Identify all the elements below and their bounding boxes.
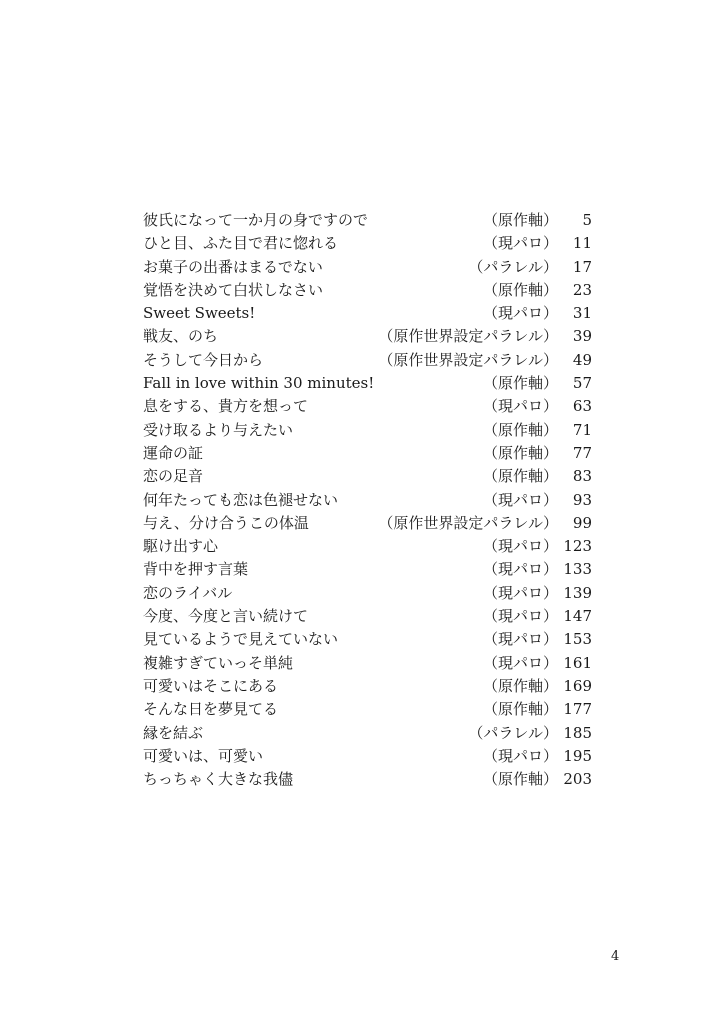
toc-entry-title: 縁を結ぶ	[143, 723, 204, 742]
toc-entry-page: 139	[563, 583, 592, 602]
toc-entry-category: （原作軸）	[482, 374, 558, 393]
toc-entry-page: 77	[572, 443, 592, 462]
toc-entry-page: 133	[563, 560, 592, 579]
toc-entry-category: （原作軸）	[482, 700, 558, 719]
toc-entry-category: （現パロ）	[482, 537, 558, 556]
toc-entry-page: 23	[572, 280, 592, 299]
toc-entry-title: Sweet Sweets!	[143, 304, 256, 323]
toc-entry	[143, 302, 592, 325]
toc-entry	[143, 395, 592, 418]
toc-entry	[143, 652, 592, 675]
toc-entry-page: 153	[563, 630, 592, 649]
toc-entry-page: 49	[572, 350, 592, 369]
toc-entry-title: 戦友、のち	[143, 327, 219, 346]
toc-entry-category: （原作世界設定パラレル）	[378, 513, 558, 532]
toc-entry	[143, 256, 592, 279]
toc-entry-title: 今度、今度と言い続けて	[143, 607, 309, 626]
toc-entry-page: 5	[582, 211, 592, 229]
toc-entry-category: （原作軸）	[482, 676, 558, 695]
toc-entry-page: 99	[572, 513, 592, 532]
toc-entry	[143, 372, 592, 395]
toc-entry-category: （現パロ）	[482, 304, 558, 323]
toc-entry-title: 与え、分け合うこの体温	[143, 513, 309, 532]
toc-entry-page: 11	[572, 234, 592, 253]
toc-entry-category: （現パロ）	[482, 630, 558, 649]
toc-entry-title: そうして今日から	[143, 350, 264, 369]
toc-entry-category: （現パロ）	[482, 607, 558, 626]
toc-entry-title: ひと目、ふた目で君に惚れる	[143, 234, 339, 253]
toc-entry-page: 57	[572, 374, 592, 393]
toc-entry-page: 203	[563, 770, 592, 789]
toc-entry-page: 185	[563, 723, 592, 742]
toc-entry	[143, 605, 592, 628]
toc-entry-title: 複雑すぎていっそ単純	[143, 653, 294, 672]
toc-entry-page: 17	[572, 257, 592, 276]
toc-entry-title: 恋のライバル	[143, 583, 233, 602]
toc-entry-title: 覚悟を決めて白状しなさい	[143, 280, 324, 299]
toc-entry	[143, 722, 592, 745]
toc-entry-title: 息をする、貴方を想って	[143, 397, 309, 416]
toc-entry-category: （現パロ）	[482, 234, 558, 253]
toc-entry-title: 恋の足音	[143, 467, 204, 486]
toc-entry-title: そんな日を夢見てる	[143, 700, 279, 719]
toc-entry	[143, 419, 592, 442]
toc-entry-category: （現パロ）	[482, 653, 558, 672]
toc-entry	[143, 675, 592, 698]
toc-entry-page: 93	[572, 490, 592, 509]
toc-entry-page: 123	[563, 537, 592, 556]
toc-entry-category: （パラレル）	[468, 257, 558, 276]
toc-entry-category: （原作軸）	[482, 211, 558, 229]
toc-entry-category: （現パロ）	[482, 583, 558, 602]
toc-entry	[143, 558, 592, 581]
toc-entry-title: Fall in love within 30 minutes!	[143, 374, 375, 393]
toc-entry-page: 161	[563, 653, 592, 672]
toc-entry-title: 何年たっても恋は色褪せない	[143, 490, 339, 509]
toc-entry	[143, 535, 592, 558]
toc-entry-title: お菓子の出番はまるでない	[143, 257, 323, 276]
toc-entry-category: （現パロ）	[482, 746, 558, 765]
toc-entry	[143, 349, 592, 372]
toc-entry-title: ちっちゃく大きな我儘	[143, 770, 294, 789]
page-number: 4	[611, 949, 620, 964]
table-of-contents	[143, 209, 592, 791]
toc-entry	[143, 768, 592, 791]
toc-entry	[143, 582, 592, 605]
toc-entry-title: 可愛いはそこにある	[143, 676, 279, 695]
toc-entry-category: （原作世界設定パラレル）	[378, 350, 558, 369]
toc-entry	[143, 745, 592, 768]
toc-entry	[143, 698, 592, 721]
toc-entry-category: （原作軸）	[482, 420, 558, 439]
toc-entry	[143, 209, 592, 232]
toc-entry	[143, 465, 592, 488]
toc-entry-page: 147	[563, 607, 592, 626]
toc-entry-page: 71	[572, 420, 592, 439]
toc-entry-page: 177	[563, 700, 592, 719]
toc-entry-page: 83	[572, 467, 592, 486]
toc-entry-category: （現パロ）	[482, 397, 558, 416]
toc-entry-category: （原作世界設定パラレル）	[378, 327, 558, 346]
toc-entry	[143, 489, 592, 512]
toc-entry	[143, 628, 592, 651]
toc-entry-title: 背中を押す言葉	[143, 560, 249, 579]
toc-entry-page: 195	[563, 746, 592, 765]
toc-entry-title: 見ているようで見えていない	[143, 630, 339, 649]
toc-entry-category: （原作軸）	[482, 770, 558, 789]
toc-entry-page: 169	[563, 676, 592, 695]
toc-entry	[143, 279, 592, 302]
toc-entry-title: 運命の証	[143, 443, 204, 462]
toc-entry	[143, 232, 592, 255]
toc-entry-title: 彼氏になって一か月の身ですので	[143, 211, 369, 229]
toc-entry-category: （パラレル）	[468, 723, 558, 742]
toc-entry-title: 受け取るより与えたい	[143, 420, 294, 439]
toc-entry-category: （原作軸）	[482, 443, 558, 462]
toc-entry-category: （現パロ）	[482, 490, 558, 509]
toc-entry	[143, 512, 592, 535]
toc-entry-category: （現パロ）	[482, 560, 558, 579]
toc-entry-title: 可愛いは、可愛い	[143, 746, 264, 765]
toc-entry-category: （原作軸）	[482, 467, 558, 486]
toc-entry-category: （原作軸）	[482, 280, 558, 299]
toc-entry-page: 39	[572, 327, 592, 346]
toc-entry	[143, 325, 592, 348]
toc-entry-title: 駆け出す心	[143, 537, 219, 556]
toc-entry	[143, 442, 592, 465]
toc-entry-page: 63	[572, 397, 592, 416]
toc-entry-page: 31	[572, 304, 592, 323]
